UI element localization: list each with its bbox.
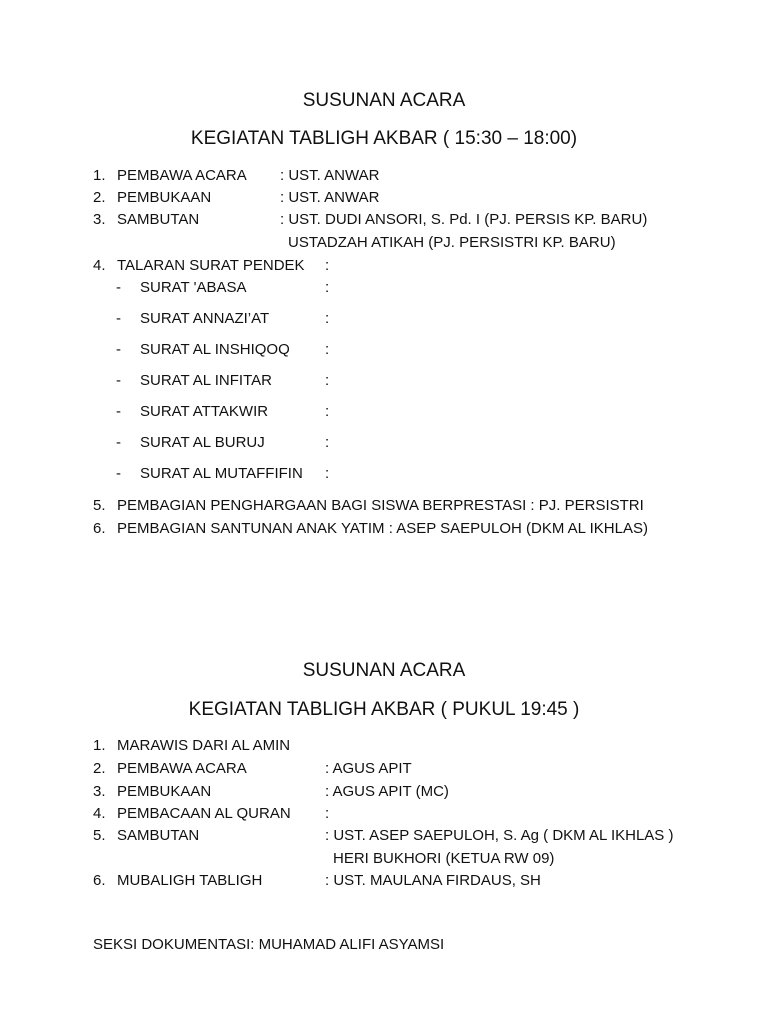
surat-value: : (325, 279, 330, 296)
item-label: PEMBACAAN AL QURAN (117, 805, 291, 822)
dash: - (116, 465, 121, 482)
documentation-credit: SEKSI DOKUMENTASI: MUHAMAD ALIFI ASYAMSI (93, 936, 445, 953)
item-value: : UST. ANWAR (280, 167, 380, 184)
item-number: 5. (93, 497, 106, 514)
section-1-title: SUSUNAN ACARA (302, 90, 466, 111)
surat-value: : (325, 341, 330, 358)
item-number: 3. (93, 783, 106, 800)
surat-label: SURAT AL INSHIQOQ (140, 341, 290, 358)
item-label: MARAWIS DARI AL AMIN (117, 737, 291, 754)
item-number: 4. (93, 257, 106, 274)
surat-label: SURAT ANNAZI’AT (140, 310, 270, 327)
surat-label: SURAT AL MUTAFFIFIN (140, 465, 303, 482)
item-number: 6. (93, 520, 106, 537)
surat-value: : (325, 310, 330, 327)
dash: - (116, 279, 121, 296)
surat-value: : (325, 434, 330, 451)
item-number: 1. (93, 737, 106, 754)
item-label: SAMBUTAN (117, 827, 200, 844)
item-number: 4. (93, 805, 106, 822)
item-number: 6. (93, 872, 106, 889)
dash: - (116, 403, 121, 420)
surat-label: SURAT AL INFITAR (140, 372, 272, 389)
item-number: 1. (93, 167, 106, 184)
item-value: : AGUS APIT (325, 760, 412, 777)
item-value: : UST. DUDI ANSORI, S. Pd. I (PJ. PERSIS KP. BARU) (280, 211, 648, 228)
item-number: 2. (93, 760, 106, 777)
surat-label: SURAT AL BURUJ (140, 434, 265, 451)
section-2-subtitle: KEGIATAN TABLIGH AKBAR ( PUKUL 19:45 ) (188, 699, 580, 720)
item-value: : (325, 257, 330, 274)
item-label: PEMBUKAAN (117, 783, 212, 800)
item-value-continued: HERI BUKHORI (KETUA RW 09) (333, 850, 555, 867)
item-value: : UST. ASEP SAEPULOH, S. Ag ( DKM AL IKHLAS ) (325, 827, 674, 844)
item-value: : (325, 805, 330, 822)
dash: - (116, 372, 121, 389)
surat-label: SURAT ATTAKWIR (140, 403, 269, 420)
item-label: PEMBAWA ACARA (117, 167, 247, 184)
surat-label: SURAT 'ABASA (140, 279, 247, 296)
dash: - (116, 310, 121, 327)
item-text: PEMBAGIAN PENGHARGAAN BAGI SISWA BERPRESTASI : PJ. PERSISTRI (117, 497, 644, 514)
item-value: : UST. ANWAR (280, 189, 380, 206)
item-value-continued: USTADZAH ATIKAH (PJ. PERSISTRI KP. BARU) (288, 234, 616, 251)
dash: - (116, 341, 121, 358)
item-number: 3. (93, 211, 106, 228)
item-value: : UST. MAULANA FIRDAUS, SH (325, 872, 541, 889)
item-label: SAMBUTAN (117, 211, 200, 228)
item-number: 5. (93, 827, 106, 844)
item-label: PEMBAWA ACARA (117, 760, 247, 777)
dash: - (116, 434, 121, 451)
surat-value: : (325, 403, 330, 420)
section-1-subtitle: KEGIATAN TABLIGH AKBAR ( 15:30 – 18:00) (190, 128, 578, 149)
item-label: MUBALIGH TABLIGH (117, 872, 263, 889)
item-text: PEMBAGIAN SANTUNAN ANAK YATIM : ASEP SAEPULOH (DKM AL IKHLAS) (117, 520, 648, 537)
surat-value: : (325, 372, 330, 389)
item-number: 2. (93, 189, 106, 206)
section-2-title: SUSUNAN ACARA (302, 660, 466, 681)
item-value: : AGUS APIT (MC) (325, 783, 449, 800)
item-label: TALARAN SURAT PENDEK (117, 257, 305, 274)
surat-value: : (325, 465, 330, 482)
item-label: PEMBUKAAN (117, 189, 212, 206)
